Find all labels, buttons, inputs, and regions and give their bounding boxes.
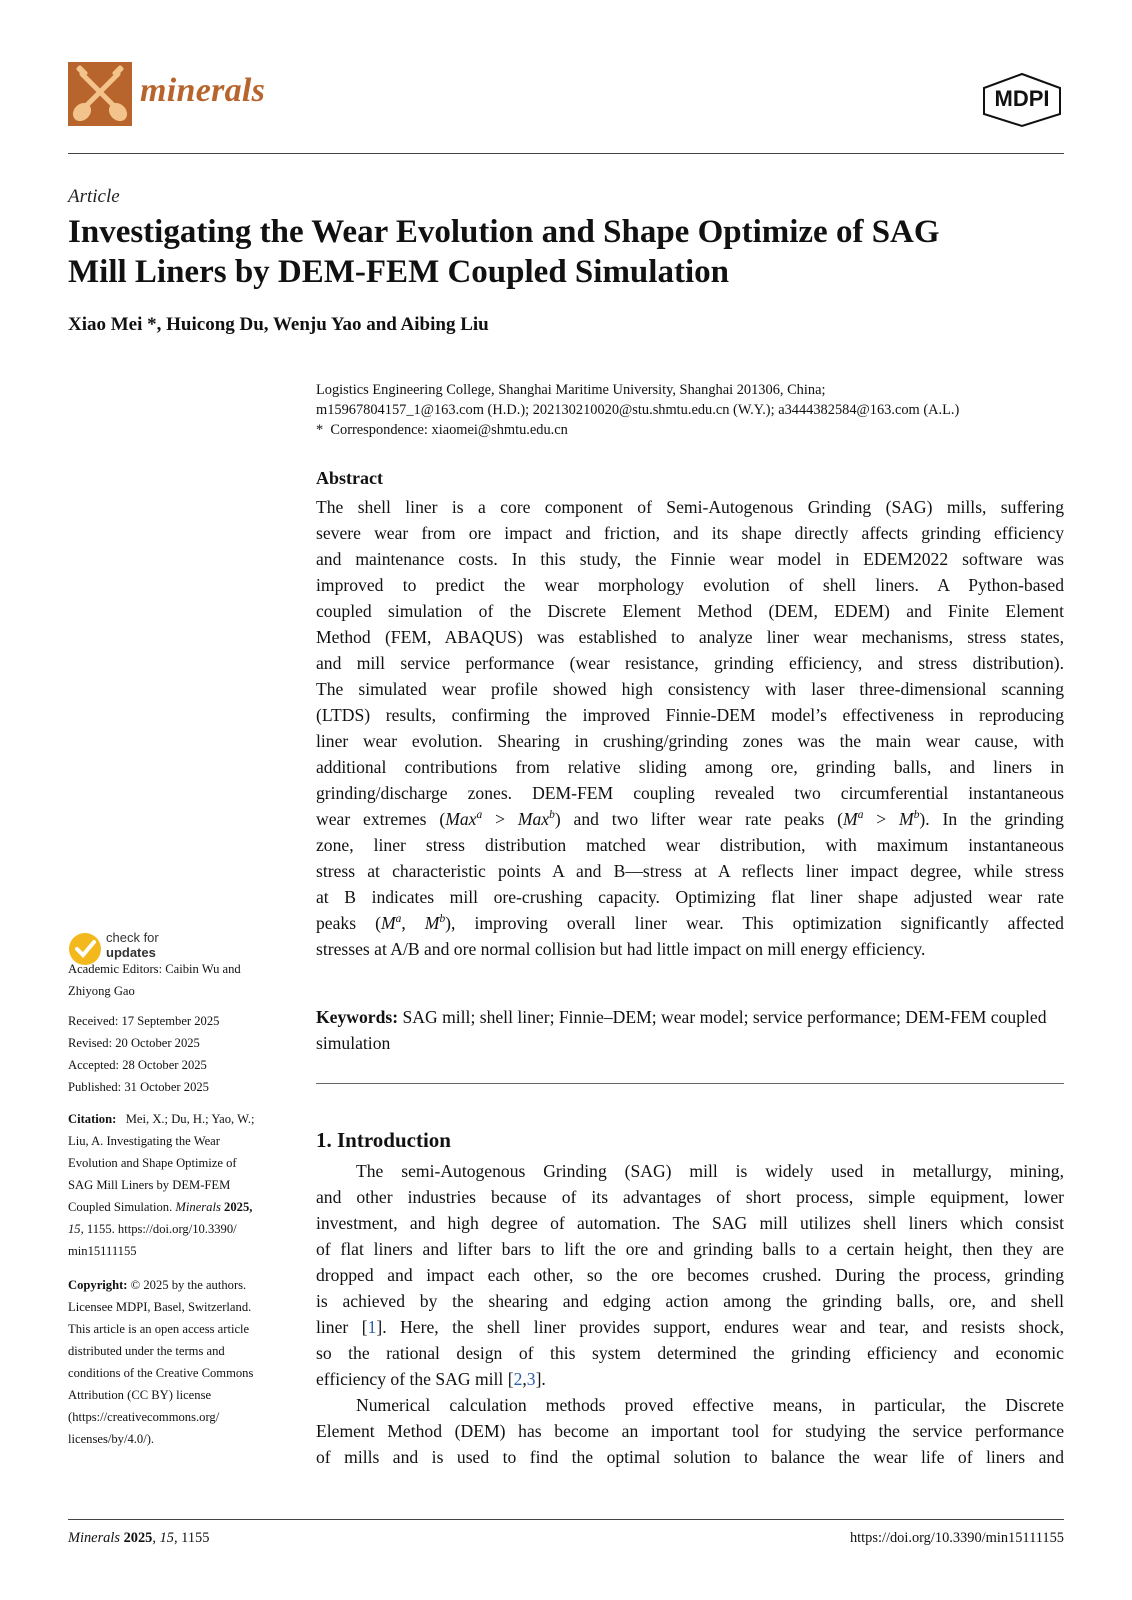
keywords-label: Keywords: — [316, 1007, 399, 1027]
academic-editors: Academic Editors: Caibin Wu and Zhiyong Gao — [68, 962, 241, 998]
intro-line: investment, and high degree of automation. The SAG mill utilizes shell liners which consist — [316, 1213, 1064, 1233]
abstract-line: at B indicates mill ore-crushing capacity. Optimizing flat liner shape adjusted wear rate — [316, 887, 1064, 907]
abstract-line: The shell liner is a core component of Semi-Autogenous Grinding (SAG) mills, suffering — [316, 497, 1064, 517]
doi-link[interactable]: 1155. https://doi.org/10.3390/ — [86, 1222, 237, 1236]
journal-logo — [68, 62, 132, 126]
intro-line: of mills and is used to find the optimal solution to balance the wear life of liners and — [316, 1447, 1064, 1467]
crossed-shovels-icon — [68, 62, 132, 126]
correspondence-mark: * — [316, 422, 324, 438]
footer-divider — [68, 1519, 1064, 1520]
accepted-date: Accepted: 28 October 2025 — [68, 1058, 207, 1072]
intro-line: The semi-Autogenous Grinding (SAG) mill is widely used in metallurgy, mining, — [356, 1161, 1064, 1181]
citation-link[interactable]: 3 — [526, 1369, 536, 1389]
abstract-line: coupled simulation of the Discrete Element Method (DEM, EDEM) and Finite Element — [316, 601, 1064, 621]
keywords — [316, 1004, 1064, 1056]
keywords-text: SAG mill; shell liner; Finnie–DEM; wear model; service performance; DEM-FEM coupled simulation — [316, 1007, 1047, 1053]
abstract-line: wear extremes (Max$^a$ > Max$^b$) and two lifter wear rate peaks $(M^a > M^b)$. In the grinding — [316, 809, 1064, 829]
abstract-line: and maintenance costs. In this study, the Finnie wear model in EDEM2022 software was — [316, 549, 1064, 569]
check-label: check for — [106, 930, 159, 945]
intro-line: so the rational design of this system determined the grinding efficiency and economic — [316, 1343, 1064, 1363]
publication-dates — [68, 1010, 286, 1098]
header-divider — [68, 153, 1064, 154]
received-date: Received: 17 September 2025 — [68, 1014, 220, 1028]
citation-block: Citation: Mei, X.; Du, H.; Yao, W.; Liu, A. Investigating the Wear Evolution and Shape Optimize of SAG Mill Liners by DEM-FEM Coupled Simulation. Minerals 2025, 15, 1155. https://doi.org/10.3390/ min15111155 — [68, 1112, 255, 1258]
abstract-line: additional contributions from relative sliding among ore, grinding balls, and liners in — [316, 757, 1064, 777]
intro-line: dropped and impact each other, so the ore becomes crushed. During the process, grinding — [316, 1265, 1064, 1285]
citation-link[interactable]: 2 — [513, 1369, 523, 1389]
affiliation: Logistics Engineering College, Shanghai Maritime University, Shanghai 201306, China; — [316, 382, 826, 398]
intro-line: and other industries because of its advantages of short process, simple equipment, lower — [316, 1187, 1064, 1207]
license-link[interactable]: licenses/by/4.0/). — [68, 1432, 155, 1446]
abstract-line: and mill service performance (wear resistance, grinding efficiency, and stress distribution). — [316, 653, 1064, 673]
abstract-line: stresses at A/B and ore normal collision but had little impact on mill energy efficiency. — [316, 939, 926, 959]
revised-date: Revised: 20 October 2025 — [68, 1036, 200, 1050]
abstract-line: improved to predict the wear morphology evolution of shell liners. A Python-based — [316, 575, 1064, 595]
section-heading: 1. Introduction — [316, 1128, 451, 1152]
intro-line: is achieved by the shearing and edging action among the grinding balls, ore, and shell — [316, 1291, 1064, 1311]
abstract-line: peaks ($M^a$, $M^b$), improving overall liner wear. This optimization significantly affected — [316, 913, 1064, 933]
footer-doi[interactable]: https://doi.org/10.3390/min15111155 — [849, 1530, 1064, 1546]
intro-line: Numerical calculation methods proved effective means, in particular, the Discrete — [356, 1395, 1064, 1415]
intro-line: efficiency of the SAG mill [2,3]. — [316, 1369, 546, 1389]
abstract-line: stress at characteristic points A and B—stress at A reflects liner impact degree, while stress — [316, 861, 1064, 881]
copyright-block: Copyright: © 2025 by the authors. Licensee MDPI, Basel, Switzerland. This article is an open access article distributed under the terms and conditions of the Creative Commons Attribution (CC BY) license (https://creativecommons.org/ licenses/by/4.0/). — [68, 1274, 286, 1450]
journal-name: minerals — [140, 72, 266, 109]
intro-line: Element Method (DEM) has become an important tool for studying the service performance — [316, 1421, 1064, 1441]
author-list: Xiao Mei *, Huicong Du, Wenju Yao and Aibing Liu — [68, 314, 489, 335]
title-line: Investigating the Wear Evolution and Shape Optimize of SAG — [68, 214, 940, 250]
abstract-heading: Abstract — [316, 468, 383, 488]
abstract-line: liner wear evolution. Shearing in crushing/grinding zones was the main wear cause, with — [316, 731, 1064, 751]
footer-citation: Minerals 2025, 15, 1155 — [68, 1530, 210, 1546]
updates-label: updates — [106, 945, 156, 960]
abstract-line: (LTDS) results, confirming the improved Finnie-DEM model’s effectiveness in reproducing — [316, 705, 1064, 725]
license-link[interactable]: (https://creativecommons.org/ — [68, 1410, 220, 1424]
affiliation-emails: m15967804157_1@163.com (H.D.); 202130210020@stu.shmtu.edu.cn (W.Y.); a3444382584@163.com (A.L.) — [316, 402, 960, 418]
intro-line: liner [1]. Here, the shell liner provides support, endures wear and tear, and resists shock, — [316, 1317, 1064, 1337]
abstract-line: Method (FEM, ABAQUS) was established to analyze liner wear mechanisms, stress states, — [316, 627, 1064, 647]
publisher-name: MDPI — [994, 86, 1050, 111]
article-title — [68, 212, 1068, 292]
publisher-logo — [980, 72, 1064, 128]
citation-link[interactable]: 1 — [367, 1317, 377, 1337]
article-type: Article — [68, 186, 120, 207]
intro-line: of flat liners and lifter bars to lift the ore and grinding balls to a certain height, then they are — [316, 1239, 1064, 1259]
section-divider — [316, 1083, 1064, 1084]
published-date: Published: 31 October 2025 — [68, 1080, 209, 1094]
abstract-line: grinding/discharge zones. DEM-FEM coupling revealed two circumferential instantaneous — [316, 783, 1064, 803]
abstract-line: severe wear from ore impact and friction, and its shape directly affects grinding efficiency — [316, 523, 1064, 543]
title-line: Mill Liners by DEM-FEM Coupled Simulation — [68, 254, 729, 290]
abstract-line: The simulated wear profile showed high consistency with laser three-dimensional scanning — [316, 679, 1064, 699]
abstract-line: zone, liner stress distribution matched wear distribution, with maximum instantaneous — [316, 835, 1064, 855]
correspondence-text: Correspondence: xiaomei@shmtu.edu.cn — [330, 422, 568, 438]
correspondence — [316, 420, 568, 440]
